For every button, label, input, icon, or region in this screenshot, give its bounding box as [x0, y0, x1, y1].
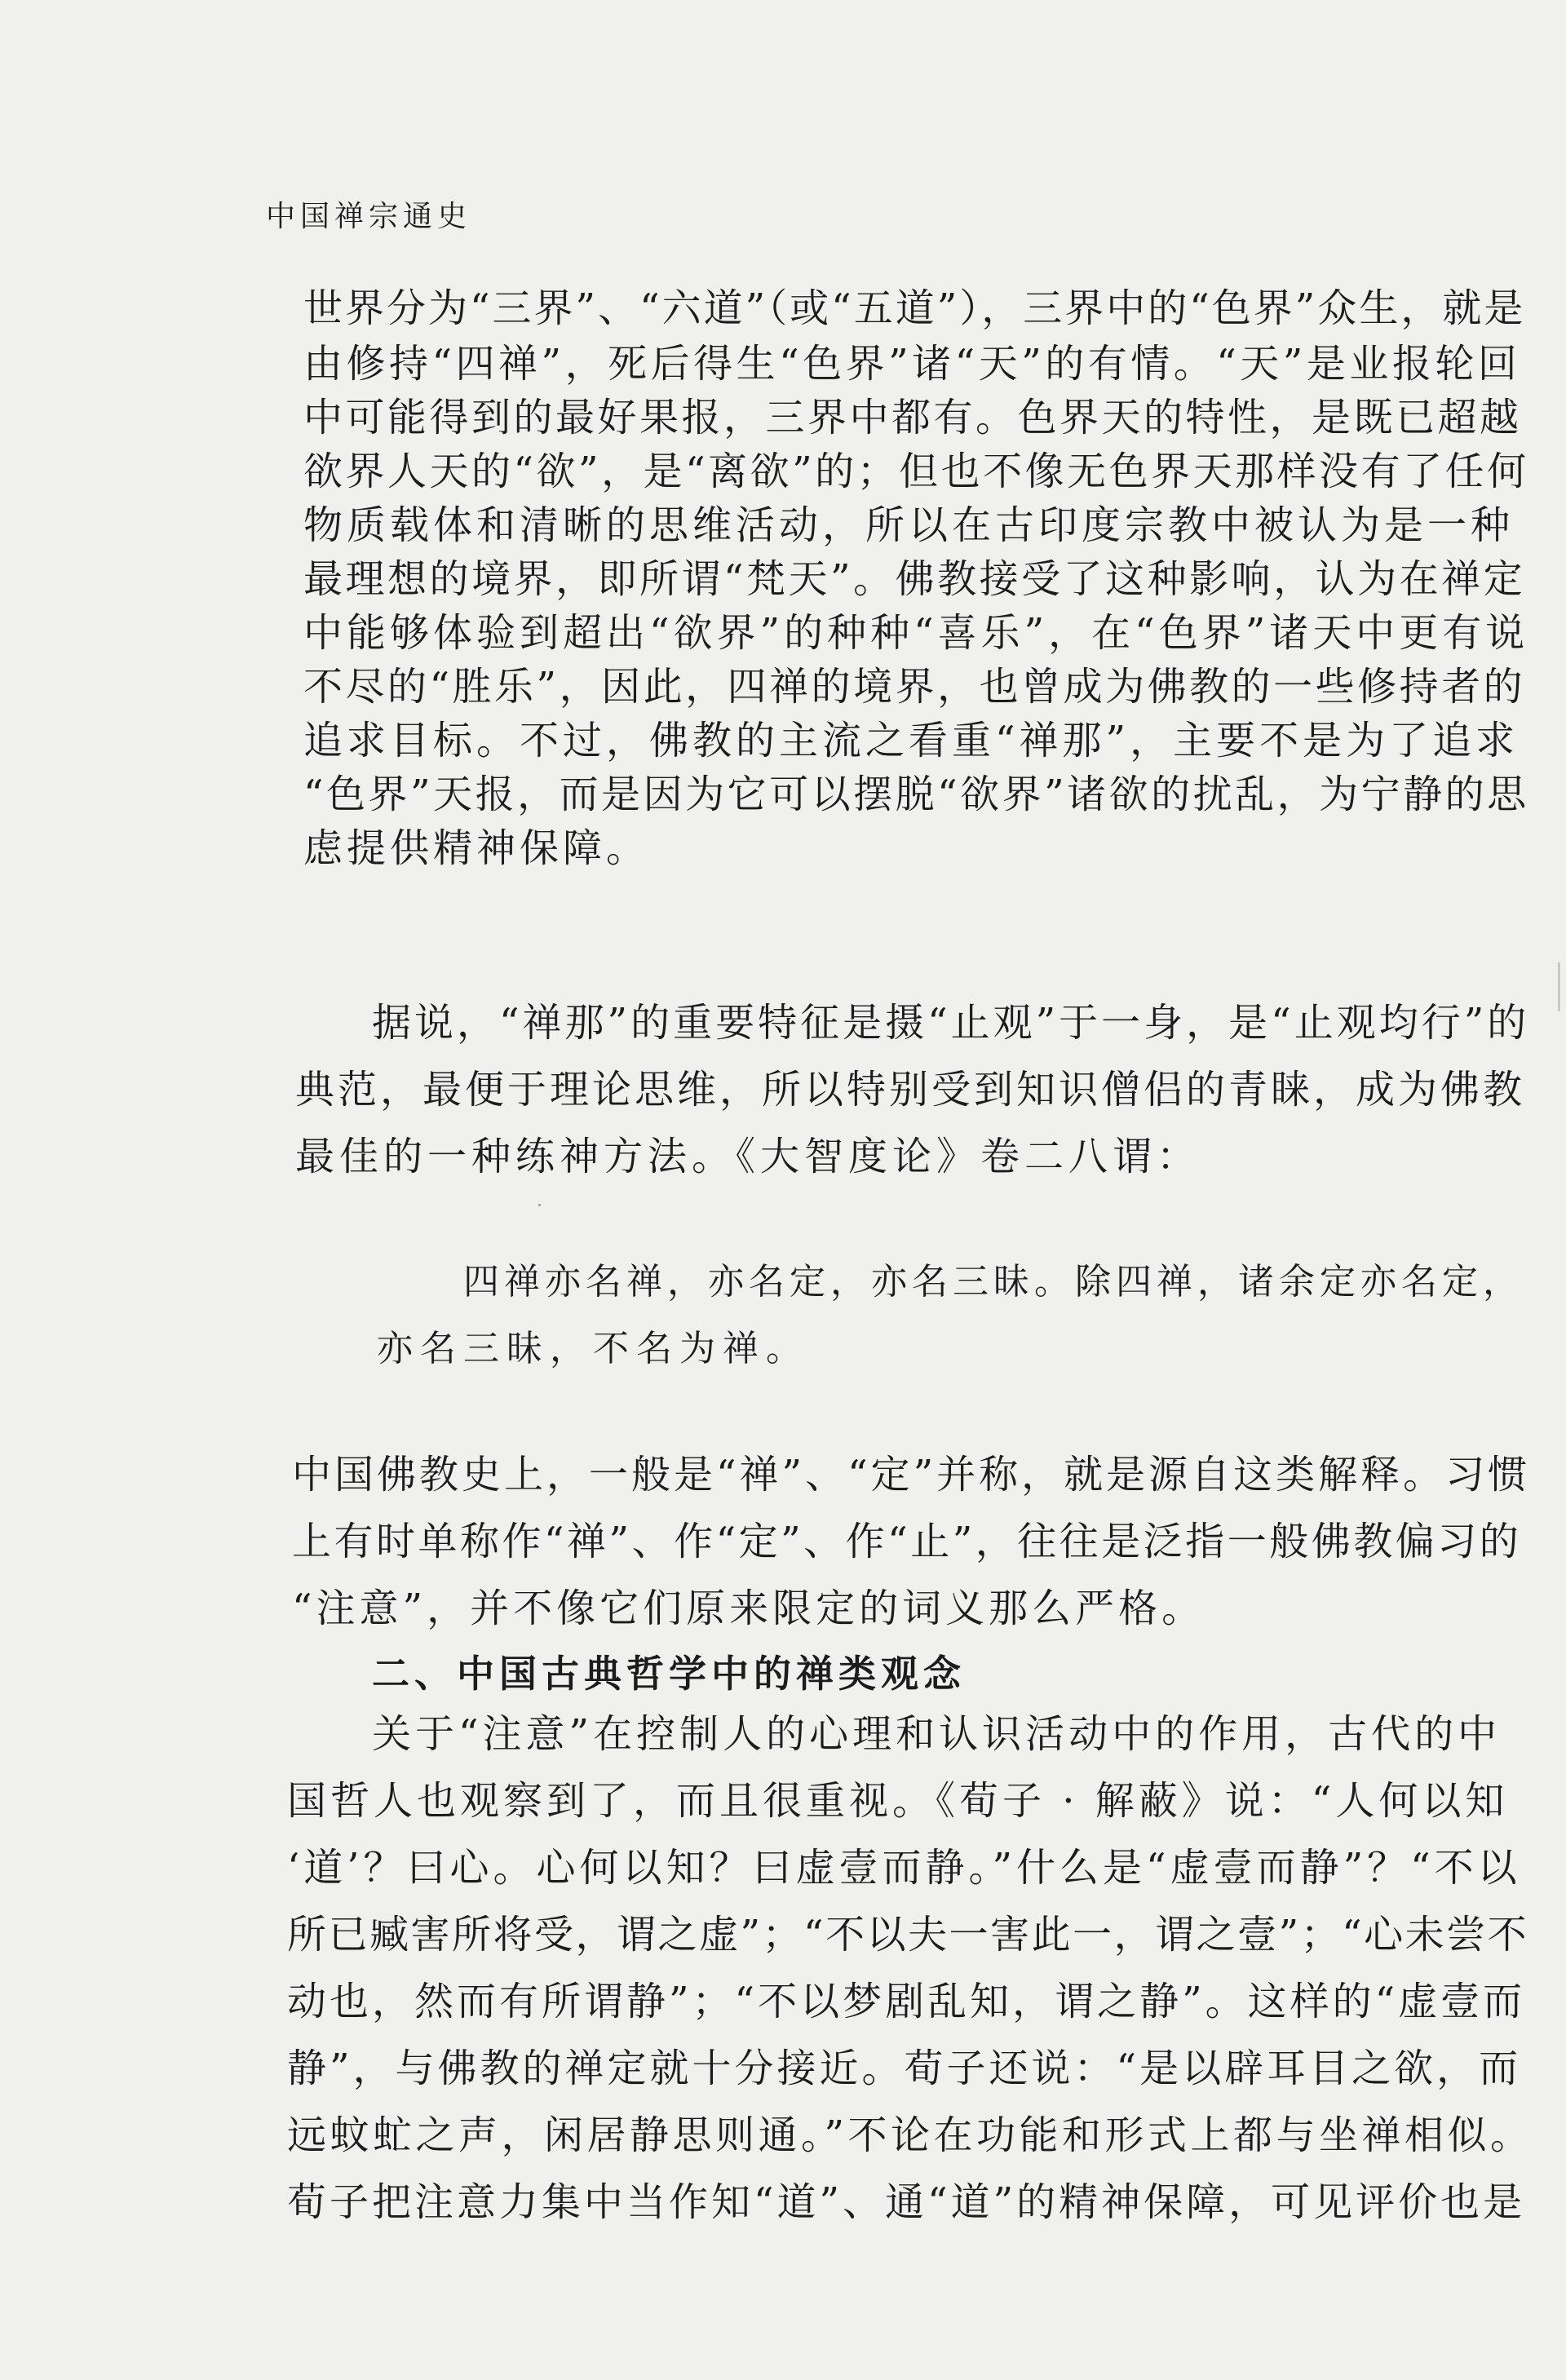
paragraph-2-line-1: 据说，“禅那”的重要特征是摄“止观”于一身，是“止观均行”的 — [372, 1000, 1530, 1046]
paragraph-1-line-10: “色界”天报，而是因为它可以摆脱“欲界”诸欲的扰乱，为宁静的思 — [303, 772, 1529, 817]
running-head: 中国禅宗通史 — [266, 200, 472, 233]
paragraph-1-line-11: 虑提供精神保障。 — [303, 825, 650, 871]
page-edge-mark — [1558, 962, 1560, 1011]
paragraph-4-line-4: 所已臧害所将受，谓之虚”；“不以夫一害此一，谓之壹”；“心未尝不 — [287, 1912, 1529, 1958]
paragraph-3-line-1: 中国佛教史上，一般是“禅”、“定”并称，就是源自这类解释。习惯 — [292, 1452, 1531, 1497]
paragraph-4-line-2: 国哲人也观察到了，而且很重视。《荀子 · 解蔽》说：“人何以知 — [287, 1778, 1509, 1824]
paragraph-1-line-3: 中可能得到的最好果报，三界中都有。色界天的特性，是既已超越 — [303, 395, 1522, 440]
paragraph-4-line-8: 荀子把注意力集中当作知“道”、通“道”的精神保障，可见评价也是 — [287, 2179, 1526, 2225]
paragraph-1-line-8: 不尽的“胜乐”，因此，四禅的境界，也曾成为佛教的一些修持者的 — [303, 664, 1526, 710]
paragraph-4-line-3: ‘道’？曰心。心何以知？曰虚壹而静。”什么是“虚壹而静”？“不以 — [287, 1845, 1521, 1891]
paragraph-2-line-2: 典范，最便于理论思维，所以特别受到知识僧侣的青睐，成为佛教 — [295, 1067, 1526, 1113]
paragraph-3-line-3: “注意”，并不像它们原来限定的词义那么严格。 — [292, 1586, 1205, 1631]
paragraph-4-line-1: 关于“注意”在控制人的心理和认识活动中的作用，古代的中 — [372, 1711, 1502, 1757]
quote-line-2: 亦名三昧，不名为禅。 — [377, 1328, 809, 1369]
quote-line-1: 四禅亦名禅，亦名定，亦名三昧。除四禅，诸余定亦名定， — [463, 1261, 1524, 1303]
print-speck — [538, 1204, 541, 1206]
paragraph-3-line-2: 上有时单称作“禅”、作“定”、作“止”，往往是泛指一般佛教偏习的 — [292, 1519, 1522, 1564]
paragraph-1-line-1: 世界分为“三界”、“六道”（或“五道”），三界中的“色界”众生，就是 — [303, 285, 1526, 331]
paragraph-4-line-5: 动也，然而有所谓静”；“不以梦剧乱知，谓之静”。这样的“虚壹而 — [287, 1979, 1526, 2024]
paragraph-1-line-4: 欲界人天的“欲”，是“离欲”的；但也不像无色界天那样没有了任何 — [303, 449, 1529, 494]
paragraph-1-line-6: 最理想的境界，即所谓“梵天”。佛教接受了这种影响，认为在禅定 — [303, 556, 1526, 602]
paragraph-1-line-5: 物质载体和清晰的思维活动，所以在古印度宗教中被认为是一种 — [303, 502, 1515, 548]
paragraph-4-line-7: 远蚊虻之声，闲居静思则通。”不论在功能和形式上都与坐禅相似。 — [287, 2112, 1533, 2158]
paragraph-1-line-7: 中能够体验到超出“欲界”的种种“喜乐”，在“色界”诸天中更有说 — [303, 610, 1529, 656]
paragraph-1-line-9: 追求目标。不过，佛教的主流之看重“禅那”，主要不是为了追求 — [303, 718, 1520, 763]
section-heading: 二、中国古典哲学中的禅类观念 — [372, 1652, 966, 1696]
paragraph-2-line-3: 最佳的一种练神方法。《大智度论》卷二八谓： — [295, 1134, 1201, 1179]
paragraph-4-line-6: 静”，与佛教的禅定就十分接近。荀子还说：“是以辟耳目之欲，而 — [287, 2046, 1522, 2091]
paragraph-1-line-2: 由修持“四禅”，死后得生“色界”诸“天”的有情。“天”是业报轮回 — [303, 341, 1521, 387]
